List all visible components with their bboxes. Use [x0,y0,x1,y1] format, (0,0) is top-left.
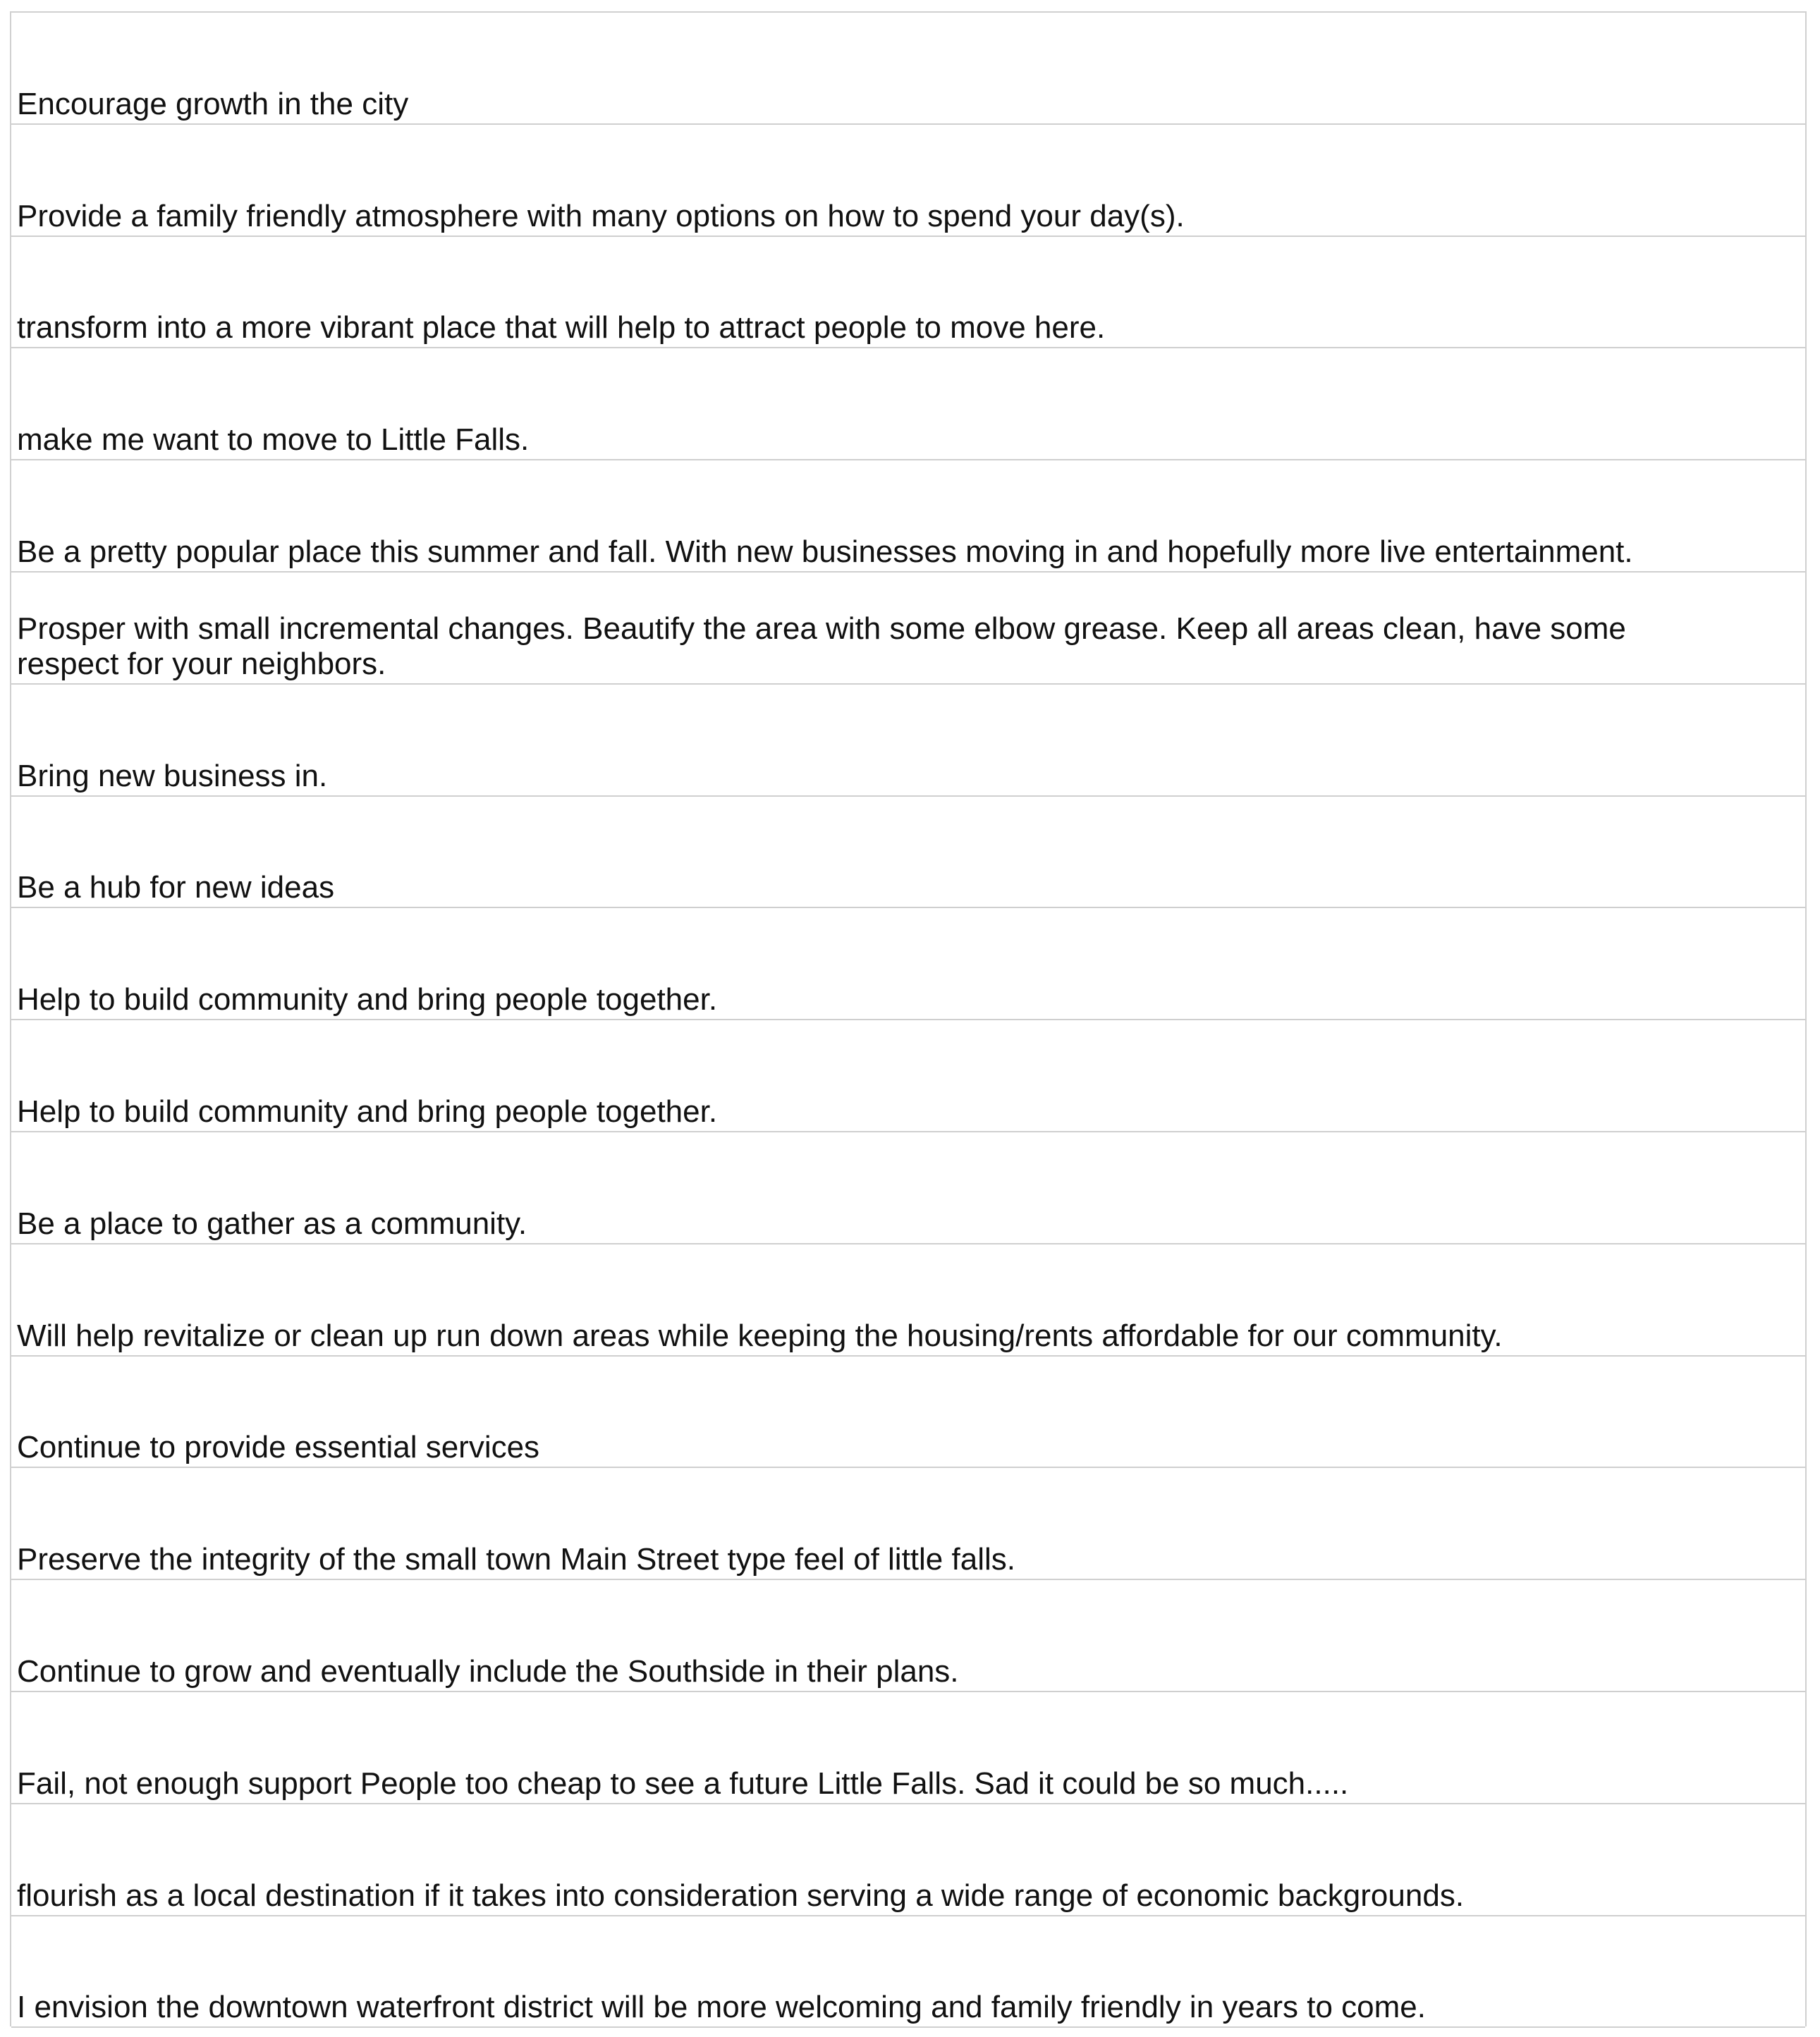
table-row[interactable] [11,1580,1805,1692]
table-row[interactable] [11,573,1805,685]
response-cell[interactable]: Will help revitalize or clean up run down areas while keeping the housing/rents affordable for our community. [17,1318,1503,1353]
table-row[interactable] [11,908,1805,1020]
response-cell[interactable]: Encourage growth in the city [17,86,409,121]
table-row[interactable] [11,1244,1805,1357]
response-cell[interactable]: Continue to grow and eventually include the Southside in their plans. [17,1653,959,1689]
table-row[interactable] [11,348,1805,460]
response-cell[interactable]: Be a hub for new ideas [17,870,335,905]
response-cell[interactable]: Be a pretty popular place this summer and fall. With new businesses moving in and hopefully more live entertainment. [17,534,1633,569]
response-cell[interactable]: Preserve the integrity of the small town Main Street type feel of little falls. [17,1542,1015,1577]
table-row[interactable] [11,125,1805,237]
table-row[interactable] [11,1132,1805,1244]
response-cell[interactable]: Be a place to gather as a community. [17,1206,527,1241]
response-cell[interactable]: Provide a family friendly atmosphere with many options on how to spend your day(s). [17,198,1185,233]
table-row[interactable] [11,13,1805,125]
response-cell[interactable]: make me want to move to Little Falls. [17,422,530,458]
table-row[interactable] [11,1468,1805,1580]
table-row[interactable] [11,1804,1805,1916]
response-cell[interactable]: Bring new business in. [17,758,328,793]
response-cell[interactable]: Help to build community and bring people together. [17,1094,718,1129]
response-cell[interactable]: Fail, not enough support People too cheap to see a future Little Falls. Sad it could be so much..... [17,1766,1349,1801]
response-cell[interactable]: flourish as a local destination if it takes into consideration serving a wide range of economic backgrounds. [17,1878,1465,1913]
response-cell[interactable]: Continue to provide essential services [17,1430,540,1465]
response-cell[interactable]: transform into a more vibrant place that will help to attract people to move here. [17,310,1106,345]
table-row[interactable] [11,797,1805,909]
response-cell[interactable]: Help to build community and bring people together. [17,982,718,1017]
table-row[interactable] [11,1916,1805,2029]
response-table [10,11,1807,2026]
table-row[interactable] [11,460,1805,573]
table-row[interactable] [11,237,1805,349]
table-row[interactable] [11,1357,1805,1469]
response-cell[interactable]: Prosper with small incremental changes. Beautify the area with some elbow grease. Keep all areas clean, have some respect for your neighbors. [17,611,1626,681]
response-cell[interactable]: I envision the downtown waterfront district will be more welcoming and family friendly in years to come. [17,1990,1426,2025]
table-row[interactable] [11,1020,1805,1132]
table-row[interactable] [11,685,1805,797]
table-row[interactable] [11,1692,1805,1804]
